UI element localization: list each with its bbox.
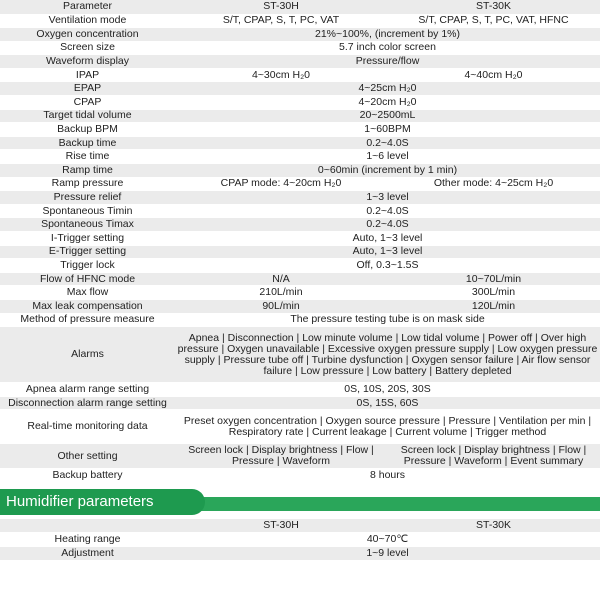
row-label: Spontaneous Timax — [0, 218, 175, 232]
row-value-st30h: 210L/min — [175, 286, 387, 300]
row-value-both: 0.2~4.0S — [175, 204, 600, 218]
row-value-st30k: 10~70L/min — [387, 272, 600, 286]
row-value-st30h: CPAP mode: 4~20cm H₂0 — [175, 177, 387, 191]
row-value-both: Apnea | Disconnection | Low minute volume | Low tidal volume | Power off | Over high pressure | Oxygen unavailable | Excessive oxygen pressure supply | Low oxygen pressure supply | Pressure tube off | Turbine dysfunction | Oxygen sensor failure | Air flow sensor failure | Low pressure | Low battery | Battery depleted — [175, 327, 600, 383]
row-value-st30k: 120L/min — [387, 299, 600, 313]
humidifier-section-title: Humidifier parameters — [0, 489, 205, 515]
table-row — [0, 82, 600, 96]
row-value-both: 4~20cm H₂0 — [175, 96, 600, 110]
row-label: Ramp time — [0, 164, 175, 178]
row-value-both: 1~6 level — [175, 150, 600, 164]
row-label: Spontaneous Timin — [0, 204, 175, 218]
row-label: Heating range — [0, 533, 175, 547]
row-value-st30h: 90L/min — [175, 299, 387, 313]
humidifier-header-blank — [0, 519, 175, 533]
table-row — [0, 232, 600, 246]
table-row — [0, 299, 600, 313]
table-row — [0, 109, 600, 123]
table-row — [0, 245, 600, 259]
table-row — [0, 383, 600, 397]
row-value-st30k: S/T, CPAP, S, T, PC, VAT, HFNC — [387, 14, 600, 28]
table-row — [0, 259, 600, 273]
table-row — [0, 313, 600, 327]
row-value-both: 0S, 15S, 60S — [175, 396, 600, 410]
row-value-both: Off, 0.3~1.5S — [175, 259, 600, 273]
table-row — [0, 68, 600, 82]
humidifier-section-header — [0, 489, 600, 515]
row-label: Ramp pressure — [0, 177, 175, 191]
row-value-both: 40~70℃ — [175, 533, 600, 547]
row-value-st30h: 4~30cm H₂0 — [175, 68, 387, 82]
table-row — [0, 41, 600, 55]
row-value-both: Pressure/flow — [175, 55, 600, 69]
row-value-both: 0.2~4.0S — [175, 218, 600, 232]
row-value-both: 1~60BPM — [175, 123, 600, 137]
table-row — [0, 396, 600, 410]
row-value-both: The pressure testing tube is on mask side — [175, 313, 600, 327]
humidifier-header-row — [0, 519, 600, 533]
row-value-both: 0~60min (increment by 1 min) — [175, 164, 600, 178]
row-value-st30k: 300L/min — [387, 286, 600, 300]
table-row — [0, 469, 600, 483]
row-label: Screen size — [0, 41, 175, 55]
table-row — [0, 191, 600, 205]
header-st30h: ST-30H — [175, 0, 387, 14]
row-label: E-Trigger setting — [0, 245, 175, 259]
table-row — [0, 150, 600, 164]
row-label: EPAP — [0, 82, 175, 96]
table-row — [0, 286, 600, 300]
table-row — [0, 547, 600, 561]
row-value-both: 20~2500mL — [175, 109, 600, 123]
table-row — [0, 272, 600, 286]
row-label: Max flow — [0, 286, 175, 300]
row-label: Apnea alarm range setting — [0, 383, 175, 397]
row-label: Adjustment — [0, 547, 175, 561]
row-label: Waveform display — [0, 55, 175, 69]
row-label: Backup time — [0, 136, 175, 150]
table-row — [0, 204, 600, 218]
table-row — [0, 28, 600, 42]
row-value-both: Auto, 1~3 level — [175, 245, 600, 259]
table-row — [0, 177, 600, 191]
table-row — [0, 164, 600, 178]
humidifier-header-st30h: ST-30H — [175, 519, 387, 533]
row-value-both: 5.7 inch color screen — [175, 41, 600, 55]
row-value-both: 0.2~4.0S — [175, 136, 600, 150]
row-label: Backup battery — [0, 469, 175, 483]
row-value-both: 8 hours — [175, 469, 600, 483]
row-label: Real-time monitoring data — [0, 410, 175, 444]
row-value-both: Auto, 1~3 level — [175, 232, 600, 246]
table-header-row — [0, 0, 600, 14]
row-value-both: 1~3 level — [175, 191, 600, 205]
row-value-both: 21%~100%, (increment by 1%) — [175, 28, 600, 42]
table-row — [0, 218, 600, 232]
row-label: IPAP — [0, 68, 175, 82]
row-value-st30h: S/T, CPAP, S, T, PC, VAT — [175, 14, 387, 28]
header-parameter: Parameter — [0, 0, 175, 14]
row-label: Backup BPM — [0, 123, 175, 137]
row-label: Target tidal volume — [0, 109, 175, 123]
table-row — [0, 96, 600, 110]
row-label: Other setting — [0, 444, 175, 469]
row-value-st30k: Other mode: 4~25cm H₂0 — [387, 177, 600, 191]
table-row — [0, 136, 600, 150]
row-value-st30k: 4~40cm H₂0 — [387, 68, 600, 82]
table-row — [0, 533, 600, 547]
row-label: Pressure relief — [0, 191, 175, 205]
row-label: Oxygen concentration — [0, 28, 175, 42]
row-label: CPAP — [0, 96, 175, 110]
row-label: Ventilation mode — [0, 14, 175, 28]
row-value-st30k: Screen lock | Display brightness | Flow | Pressure | Waveform | Event summary — [387, 444, 600, 469]
table-row — [0, 444, 600, 469]
row-value-both: 0S, 10S, 20S, 30S — [175, 383, 600, 397]
table-row — [0, 123, 600, 137]
row-value-st30h: N/A — [175, 272, 387, 286]
table-row — [0, 327, 600, 383]
row-label: Rise time — [0, 150, 175, 164]
row-label: Max leak compensation — [0, 299, 175, 313]
row-value-both: 1~9 level — [175, 547, 600, 561]
row-label: I-Trigger setting — [0, 232, 175, 246]
row-label: Alarms — [0, 327, 175, 383]
table-row — [0, 410, 600, 444]
row-label: Flow of HFNC mode — [0, 272, 175, 286]
row-value-both: 4~25cm H₂0 — [175, 82, 600, 96]
table-row — [0, 55, 600, 69]
humidifier-table — [0, 519, 600, 561]
row-label: Method of pressure measure — [0, 313, 175, 327]
humidifier-header-st30k: ST-30K — [387, 519, 600, 533]
row-value-st30h: Screen lock | Display brightness | Flow | Pressure | Waveform — [175, 444, 387, 469]
header-st30k: ST-30K — [387, 0, 600, 14]
table-row — [0, 14, 600, 28]
row-label: Trigger lock — [0, 259, 175, 273]
row-value-both: Preset oxygen concentration | Oxygen source pressure | Pressure | Ventilation per min | Respiratory rate | Current leakage | Current volume | Trigger method — [175, 410, 600, 444]
row-label: Disconnection alarm range setting — [0, 396, 175, 410]
